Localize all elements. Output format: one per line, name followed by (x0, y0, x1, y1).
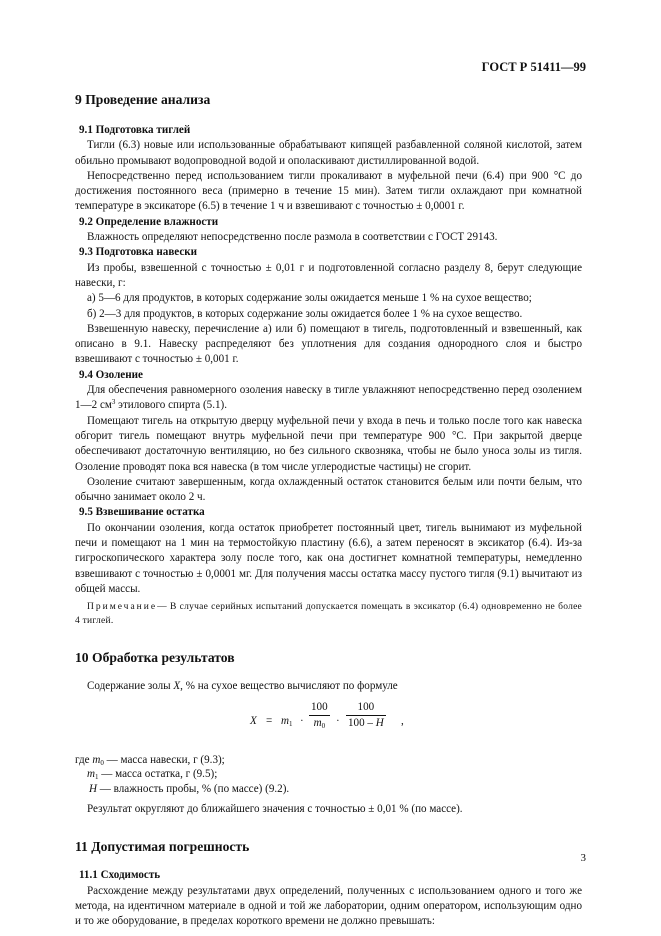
formula-equals: = (266, 714, 273, 727)
paragraph: Помещают тигель на открытую дверцу муфельной печи у входа в печь и только после того как навеска обгорит тигель помещают внутрь муфельной печи при температуре 900 °С. При закрытой дверце обеспечивают достаточную вентиляцию, но без сильного сквозняка, чтобы не было уноса золы из тигля. Озоление проводят пока вся навеска (в том числе углеродистые частицы) не сгорит. (75, 414, 582, 473)
subscript: 0 (321, 721, 326, 730)
variable: H (89, 782, 98, 795)
variable: H (375, 716, 384, 729)
formula-m1 (281, 714, 293, 729)
section-9-heading: 9 Проведение анализа (75, 92, 211, 107)
denominator (346, 716, 386, 731)
variable: X (250, 714, 257, 727)
paragraph: Взвешенную навеску, перечисление а) или б) помещают в тигель, подготовленный и взвешенный, как описано в 9.1. Навеску распределяют без уплотнения для создания однородного слоя и быстро взвешивают с точностью ± 0,001 г. (75, 322, 582, 366)
formula-dot: · (300, 714, 304, 727)
page-number: 3 (580, 852, 586, 864)
variable: m (87, 768, 96, 780)
definition-text: — влажность пробы, % (по массе) (9.2). (99, 782, 290, 795)
subsection-9-2-heading: 9.2 Определение влажности (79, 215, 219, 228)
list-item: б) 2—3 для продуктов, в которых содержание золы ожидается более 1 % на сухое вещество. (87, 307, 523, 320)
paragraph: Из пробы, взвешенной с точностью ± 0,01 г и подготовленной согласно разделу 8, берут следующие навески, г: (75, 261, 582, 289)
subscript: 0 (100, 758, 104, 767)
subsection-9-4-heading: 9.4 Озоление (79, 368, 143, 381)
where-word: где (75, 753, 90, 766)
note-text: — В случае серийных испытаний допускается помещать в эксикатор (6.4) одновременно не более 4 тиглей. (75, 602, 582, 627)
subscript: 1 (95, 773, 99, 781)
subsection-11-1-heading: 11.1 Сходимость (79, 869, 161, 882)
paragraph: Непосредственно перед использованием тигли прокаливают в муфельной печи (6.4) при 900 °С до достижения постоянного веса (примерно в течение 15 мин). Затем тигли охлаждают при комнатной температуре в эксикаторе (6.5) в течение 1 ч и взвешивают с точностью ± 0,0001 г. (75, 169, 582, 213)
note-label: Примечание (87, 602, 158, 613)
formula-fraction-2 (346, 700, 386, 731)
variable: m (92, 753, 101, 766)
numerator: 100 (309, 700, 330, 716)
text-run: , % на сухое вещество вычисляют по формуле (180, 680, 398, 693)
formula-dot: · (336, 714, 340, 727)
formula-tail: , (401, 714, 404, 727)
subsection-9-1-heading: 9.1 Подготовка тиглей (79, 124, 191, 136)
paragraph: Тигли (6.3) новые или использованные обрабатывают кипящей разбавленной соляной кислотой, затем обильно промывают водопроводной водой и ополаскивают дистиллированной водой. (75, 139, 582, 167)
text-run: этилового спирта (5.1). (115, 399, 228, 412)
variable: X (173, 680, 181, 693)
numerator: 100 (346, 700, 386, 716)
variable: m (281, 714, 290, 727)
formula (75, 697, 582, 749)
paragraph (75, 383, 582, 414)
superscript: 3 (111, 398, 116, 407)
paragraph: Озоление считают завершенным, когда охлажденный остаток становится белым или почти белым, что обычно занимает около 2 ч. (75, 475, 582, 504)
definition-text: — масса навески, г (9.3); (106, 753, 225, 766)
paragraph: Расхождение между результатами двух определений, полученных с использованием одного и того же метода, на идентичном материале в одной и той же лаборатории, одним оператором, использующим одно и то же оборудование, в пределах короткого времени не должно превышать: (75, 884, 582, 928)
text-run: Для обеспечения равномерного озоления навеску в тигле увлажняют непосредственно перед озолением 1—2 см (75, 384, 582, 412)
paragraph (75, 679, 582, 694)
section-10-heading: 10 Обработка результатов (75, 650, 235, 666)
text-run: 100 – (348, 716, 376, 729)
denominator (309, 716, 330, 731)
subscript: 1 (289, 719, 293, 728)
text-run: Содержание золы (87, 680, 174, 693)
paragraph: Результат округляют до ближайшего значения с точностью ± 0,01 % (по массе). (87, 803, 463, 815)
definition-text: — масса остатка, г (9.5); (101, 768, 218, 780)
section-11-heading: 11 Допустимая погрешность (75, 839, 250, 855)
variable-definitions (75, 753, 582, 797)
variable: m (313, 716, 322, 729)
definition-row (75, 753, 582, 768)
list-item: а) 5—6 для продуктов, в которых содержание золы ожидается меньше 1 % на сухое вещество; (87, 292, 532, 305)
formula-lhs (250, 714, 257, 729)
paragraph: Влажность определяют непосредственно после размола в соответствии с ГОСТ 29143. (87, 231, 498, 244)
document-code: ГОСТ Р 51411—99 (481, 60, 586, 74)
note (75, 600, 582, 628)
page-content (75, 91, 582, 929)
definition-row (75, 767, 582, 782)
paragraph: По окончании озоления, когда остаток приобретет постоянный цвет, тигель вынимают из муфельной печи и помещают на 1 мин на термостойкую пластину (6.6), а затем переносят в эксикатор (6.4). Из-за гигроскопического характера золу после того, как она достигнет комнатной температуры, немедленно взвешивают с точностью ± 0,0001 мг. Для получения массы остатка массу пустого тигля (9.1) вычитают из общей массы. (75, 521, 582, 595)
formula-fraction-1 (309, 700, 330, 731)
subsection-9-5-heading: 9.5 Взвешивание остатка (79, 506, 205, 519)
subsection-9-3-heading: 9.3 Подготовка навески (79, 246, 198, 259)
definition-row (75, 782, 582, 797)
